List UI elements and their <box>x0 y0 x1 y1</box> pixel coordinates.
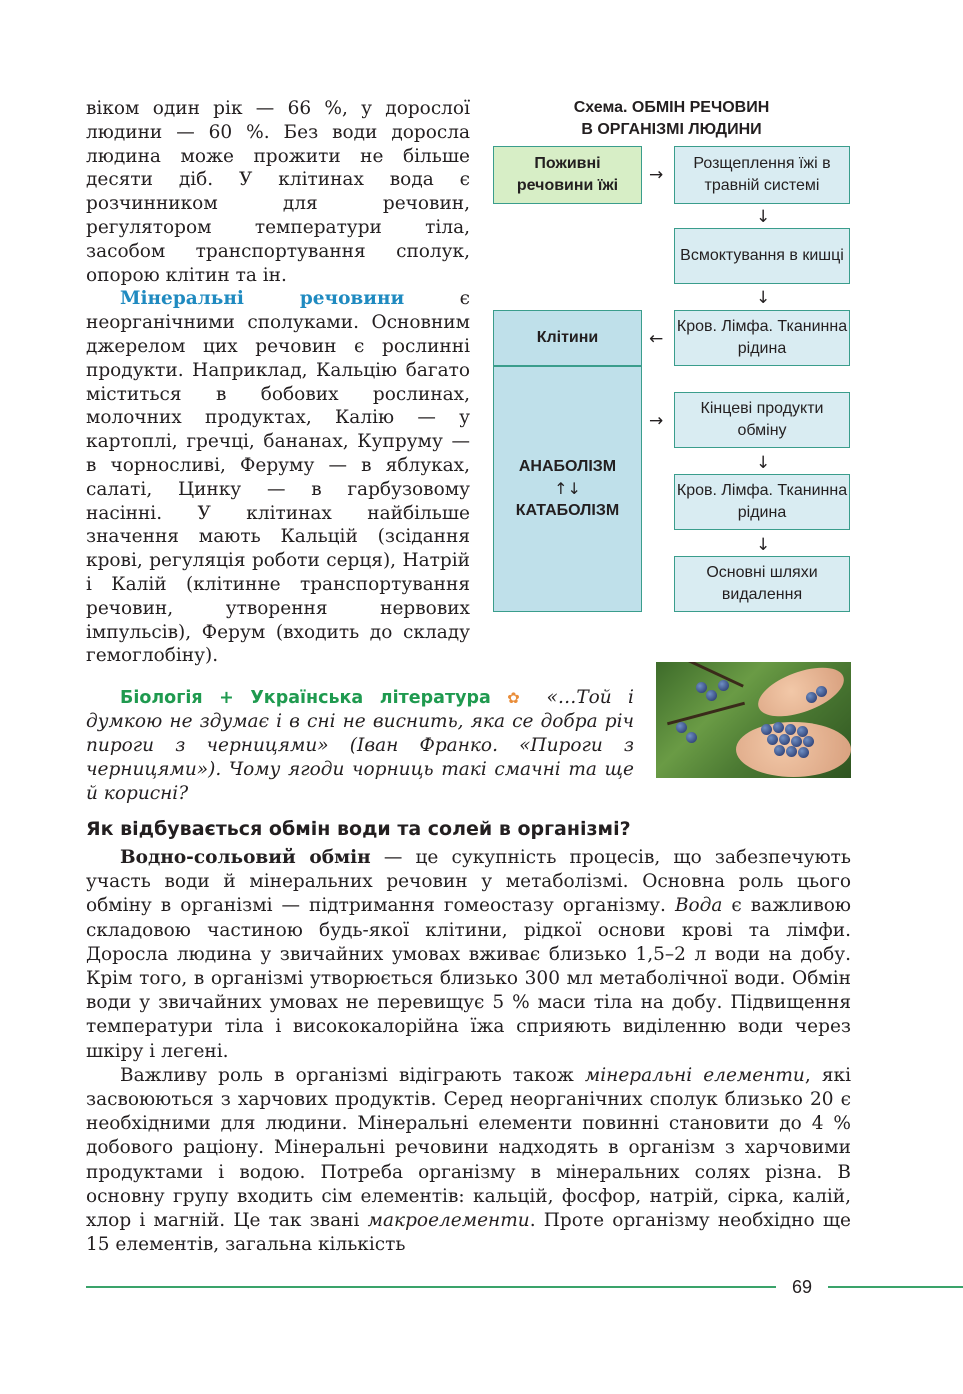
updown-arrows-icon: ↑↓ <box>554 479 581 498</box>
term-macroelements: макроелементи <box>367 1210 530 1232</box>
box-digestion-label: Розщеплення їжі в травній системі <box>693 155 831 194</box>
arrow-down-1: ↓ <box>756 207 771 227</box>
flower-icon: ✿ <box>507 689 531 707</box>
bio-literature-block <box>86 686 634 806</box>
box-end-products-label: Кінцеві продукти обміну <box>700 400 824 439</box>
term-water: Вода <box>674 895 723 917</box>
footer-line-right <box>828 1286 963 1288</box>
label-anabolism: АНАБОЛІЗМ <box>518 458 617 475</box>
box-absorption <box>674 228 850 284</box>
box-end-products <box>674 392 850 448</box>
label-catabolism: КАТАБОЛІЗМ <box>515 502 620 519</box>
blueberries-photo <box>656 662 851 778</box>
term-mineral-elements: мінеральні елементи <box>584 1064 805 1086</box>
box-nutrients-label: Поживні речовини їжі <box>516 155 619 194</box>
box-blood-lymph-2 <box>674 474 850 530</box>
arrow-down-4: ↓ <box>756 535 771 555</box>
schema-title-line2: В ОРГАНІЗМІ ЛЮДИНИ <box>581 121 762 138</box>
arrow-right-1: → <box>649 165 664 185</box>
paragraph-mineral-c: . Проте організму необхідно ще 15 елементів, загальна кількість <box>86 1210 851 1256</box>
term-minerals: Мінеральні речовини <box>120 288 405 310</box>
paragraph-water: віком один рік — 66 %, у дорослої людини — 60 %. Без води доросла людина може прожити не більше десяти діб. У клітинах вода є розчинником для речовин, регулятором температури тіла, засобом транспортування сполук, опорою клітин та ін. <box>86 98 470 286</box>
box-excretion-label: Основні шляхи видалення <box>706 564 818 603</box>
paragraph-mineral-elements <box>86 1064 851 1258</box>
page-number: 69 <box>791 1277 813 1297</box>
paragraph-mineral-b: , які засвоюються з харчових продуктів. Серед неорганічних сполук близько 20 є необхідними для людини. Мінеральні елементи повинні становити до 4 % добового раціону. Мінеральні речовини надходять в організм з харчовими продуктами і водою. Потреба організму в мінеральних солях різна. В основну групу входить сім елементів: кальцій, фосфор, натрій, сірка, калій, хлор і магній. Це так звані <box>86 1064 851 1232</box>
main-text <box>86 846 851 1257</box>
schema-title <box>493 97 850 141</box>
paragraph-water-salt <box>86 846 851 1064</box>
arrow-down-2: ↓ <box>756 288 771 308</box>
box-blood-lymph-1-label: Кров. Лімфа. Тканинна рідина <box>676 318 848 357</box>
bio-literature-paragraph <box>86 686 634 806</box>
box-absorption-label: Всмоктування в кишці <box>680 247 844 264</box>
box-blood-lymph-1 <box>674 310 850 366</box>
schema-title-line1: Схема. ОБМІН РЕЧОВИН <box>573 99 770 116</box>
box-cells <box>493 310 642 366</box>
paragraph-water-salt-a: — це сукупність процесів, що забезпечують участь води й мінеральних речовин у метаболізмі. Основна роль цього обміну в організмі — підтримання гомеостазу організму. <box>86 847 851 917</box>
paragraph-minerals <box>86 287 470 668</box>
left-column <box>86 97 470 668</box>
paragraph-minerals-text: є неорганічними сполуками. Основним джерелом цих речовин є рослинні продукти. Наприклад, Кальцію багато міститься в бобових рослинах, молочних продуктах, Калію — у картоплі, гречці, бананах, Купруму — в чорносливі, Феруму — в яблуках, салаті, Цинку — в гарбузовому насінні. У клітинах найбільше значення мають Кальцій (зсідання крові, регуляція роботи серця), Натрій і Калій (клітинне транспортування речовин, утворення нервових імпульсів), Ферум (входить до складу гемоглобіну). <box>86 288 470 667</box>
box-metabolism <box>493 366 642 612</box>
footer-line-left <box>86 1286 776 1288</box>
arrow-left-1: ← <box>649 329 664 349</box>
section-title: Як відбувається обмін води та солей в організмі? <box>86 818 631 840</box>
box-blood-lymph-2-label: Кров. Лімфа. Тканинна рідина <box>676 482 848 521</box>
box-excretion <box>674 556 850 612</box>
box-cells-label: Клітини <box>536 329 599 346</box>
bio-literature-heading: Біологія + Українська література <box>120 688 491 708</box>
box-digestion <box>674 146 850 204</box>
paragraph-water-salt-b: є важливою складовою частиною будь-якої клітини, рідкої основи крові та лімфи. Доросла людина у звичайних умовах вживає близько 1,5–2 л води на добу. Крім того, в організмі утворюється близько 300 мл метаболічної води. Обмін води у звичайних умовах не перевищує 5 % маси тіла на добу. Підвищення температури тіла і висококалорійна їжа сприяють виділенню води через шкіру і легені. <box>86 895 851 1062</box>
term-water-salt: Водно-сольовий обмін <box>120 847 371 868</box>
box-nutrients <box>493 146 642 204</box>
bio-literature-quote: «…Той і думкою не здумає і в сні не виснить, яка се добра річ пироги з черницями» (Іван Франко. «Пироги з черницями»). Чому ягоди чорниць такі смачні та ще й корисні? <box>86 687 634 804</box>
arrow-right-2: → <box>649 411 664 431</box>
paragraph-mineral-a: Важливу роль в організмі відіграють також <box>120 1064 585 1086</box>
arrow-down-3: ↓ <box>756 453 771 473</box>
